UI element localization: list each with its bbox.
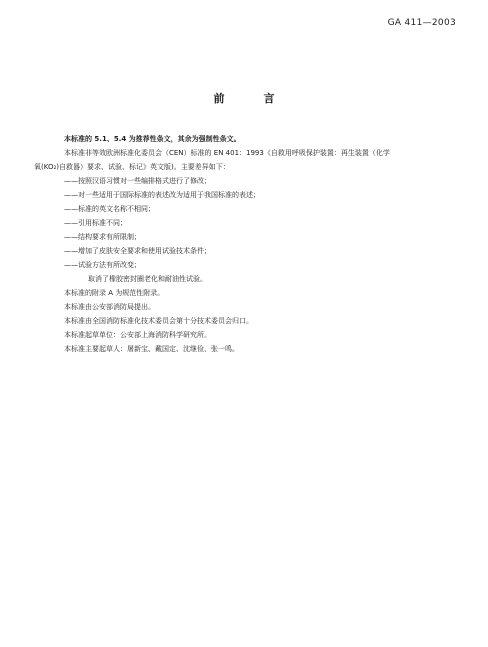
list-item: ——试验方法有所改变； bbox=[64, 261, 141, 269]
list-item-continued: 取消了橡胶密封圈老化和耐油性试验。 bbox=[88, 275, 207, 283]
list-item: ——增加了皮肤安全要求和使用试验技术条件； bbox=[64, 247, 211, 255]
standard-code: GA 411—2003 bbox=[387, 18, 456, 28]
paragraph-committee: 本标准由全国消防标准化技术委员会第十分技术委员会归口。 bbox=[64, 317, 253, 325]
paragraph-appendix: 本标准的附录 A 为规范性附录。 bbox=[64, 289, 165, 297]
list-item: ——按照汉语习惯对一些编排格式进行了修改； bbox=[64, 177, 211, 185]
paragraph-drafting-unit: 本标准起草单位：公安部上海消防科学研究所。 bbox=[64, 331, 211, 339]
list-item: ——引用标准不同； bbox=[64, 219, 127, 227]
paragraph-1: 本标准的 5.1、5.4 为推荐性条文，其余为强制性条文。 bbox=[64, 135, 241, 143]
list-item: ——标准的英文名称不相同； bbox=[64, 205, 155, 213]
page-title: 前 言 bbox=[213, 92, 289, 105]
paragraph-proposer: 本标准由公安部消防局提出。 bbox=[64, 303, 155, 311]
paragraph-2: 本标准非等效欧洲标准化委员会（CEN）标准的 EN 401：1993《自救用呼吸保护装置：再生装置（化学 bbox=[64, 149, 390, 157]
document-body bbox=[34, 132, 460, 356]
list-item: ——对一些适用于国际标准的表述改为适用于我国标准的表述； bbox=[64, 191, 260, 199]
paragraph-drafters: 本标准主要起草人：屠新宝、戴国定、沈继俭、张一鸣。 bbox=[64, 345, 239, 353]
paragraph-2-continued: 氧(KO₂)自救器）要求、试验、标记》英文版)。主要差异如下： bbox=[34, 163, 230, 171]
list-item: ——结构要求有所限制； bbox=[64, 233, 141, 241]
